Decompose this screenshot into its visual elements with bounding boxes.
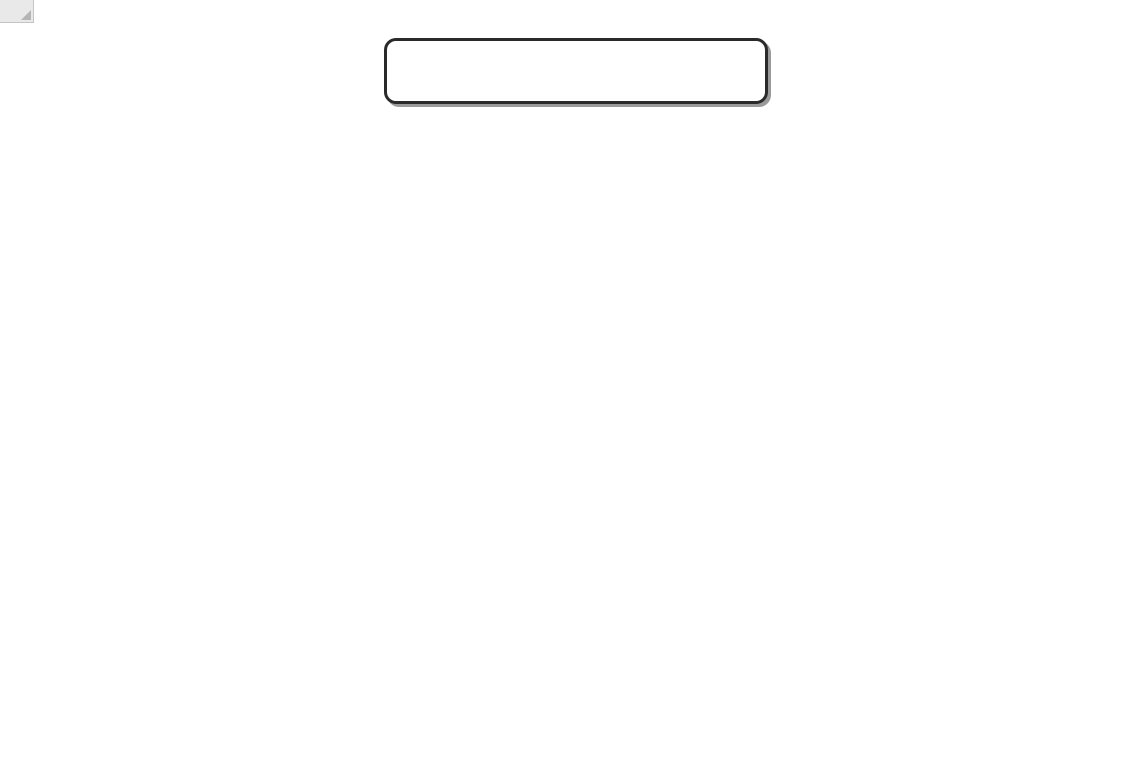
select-all-corner[interactable]	[0, 0, 34, 23]
page-title	[384, 38, 768, 104]
